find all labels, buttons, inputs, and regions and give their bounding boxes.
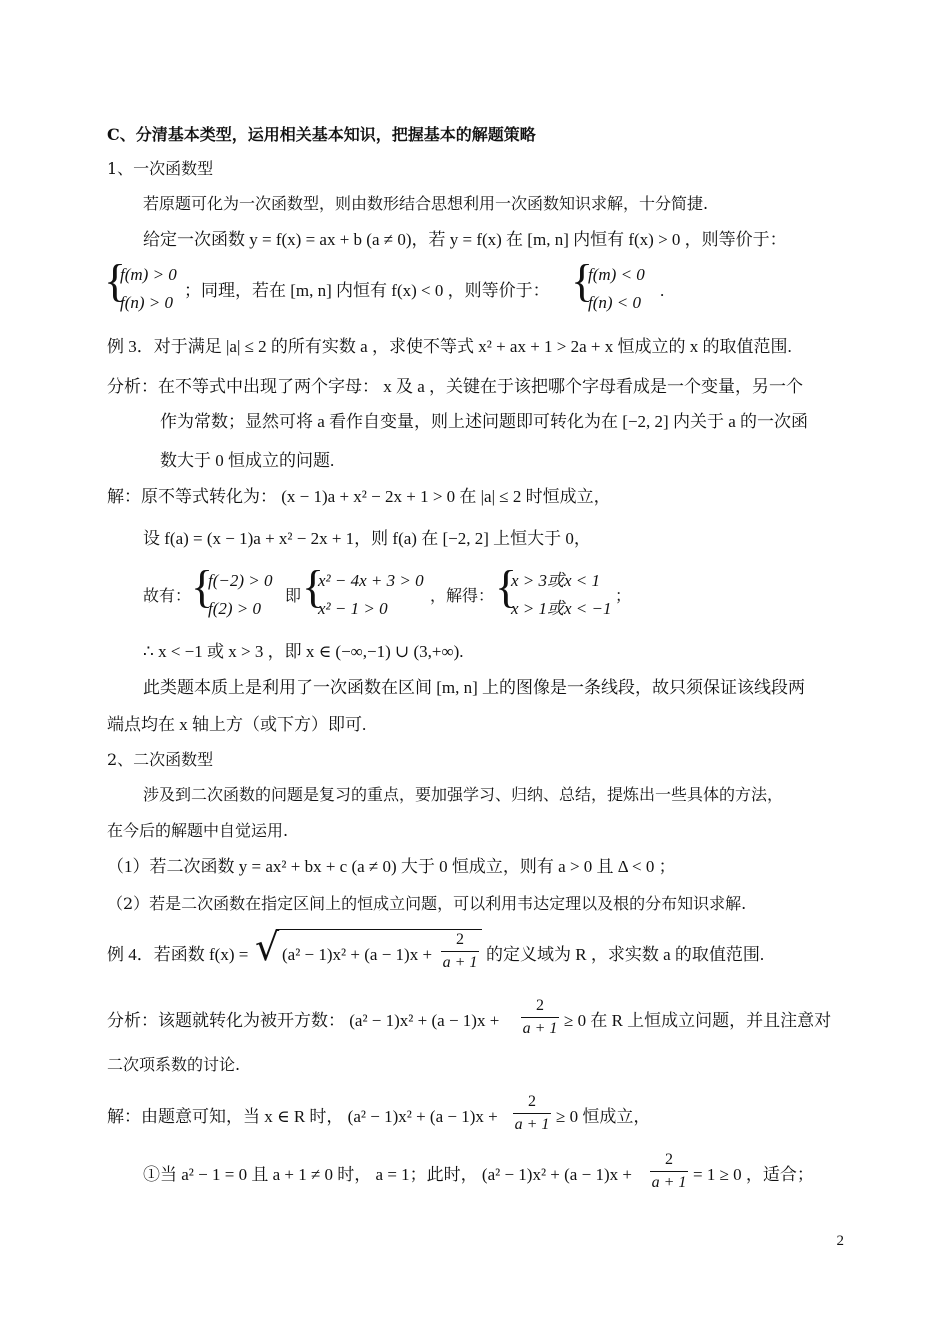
analysis: 作为常数；显然可将 a 看作自变量，则上述问题即可转化为在 [−2, 2] 内关于 a 的一次函 — [160, 412, 808, 431]
subsection-1-title: 1、一次函数型 — [107, 159, 214, 178]
fraction — [513, 1092, 551, 1135]
paragraph: 若原题可化为一次函数型，则由数形结合思想利用一次函数知识求解，十分简捷. — [143, 194, 709, 213]
left-brace: { — [571, 255, 594, 306]
fraction-bar — [513, 1113, 551, 1114]
fraction-bar — [441, 951, 479, 952]
paragraph: 给定一次函数 y = f(x) = ax + b (a ≠ 0)，若 y = f(x) 在 [m, n] 内恒有 f(x) > 0 ，则等价于： — [143, 230, 787, 249]
case: = 1 ≥ 0 ，适合； — [693, 1165, 814, 1184]
fraction-numerator: 2 — [528, 1093, 536, 1110]
paragraph: 在今后的解题中自觉运用. — [107, 821, 289, 840]
case: ①当 a² − 1 = 0 且 a + 1 ≠ 0 时， a = 1；此时， (a² − 1)x² + (a − 1)x + — [143, 1165, 632, 1184]
fraction-bar — [650, 1171, 688, 1172]
analysis: 二次项系数的讨论. — [107, 1055, 241, 1074]
paragraph: 端点均在 x 轴上方（或下方）即可. — [107, 715, 367, 734]
analysis: 数大于 0 恒成立的问题. — [160, 451, 335, 470]
paragraph: ；同理，若在 [m, n] 内恒有 f(x) < 0 ，则等价于： — [184, 281, 550, 300]
fraction-bar — [521, 1017, 559, 1018]
fraction-denominator: a + 1 — [514, 1116, 550, 1133]
list-item: （2）若是二次函数在指定区间上的恒成立问题，可以利用韦达定理以及根的分布知识求解. — [107, 894, 747, 913]
paragraph: 此类题本质上是利用了一次函数在区间 [m, n] 上的图像是一条线段，故只须保证该线段两 — [143, 678, 806, 697]
system-line: x > 3或x < 1 — [511, 571, 601, 590]
system-line: f(2) > 0 — [208, 599, 262, 618]
system-line: x² − 1 > 0 — [318, 599, 388, 618]
page-number: 2 — [836, 1233, 844, 1249]
period: . — [660, 281, 665, 300]
example-3: 例 3．对于满足 |a| ≤ 2 的所有实数 a ，求使不等式 x² + ax + 1 > 2a + x 恒成立的 x 的取值范围. — [107, 337, 792, 356]
left-brace: { — [191, 561, 214, 612]
fraction-numerator: 2 — [536, 997, 544, 1014]
system-line: f(−2) > 0 — [208, 571, 273, 590]
system-line: f(n) > 0 — [120, 293, 174, 312]
fraction-denominator: a + 1 — [651, 1174, 687, 1191]
solution: 解：由题意可知，当 x ∈ R 时， (a² − 1)x² + (a − 1)x + — [107, 1107, 498, 1126]
solution: ∴ x < −1 或 x > 3 ，即 x ∈ (−∞,−1) ∪ (3,+∞). — [143, 642, 464, 661]
fraction — [441, 930, 479, 973]
solution-label: 即 — [285, 586, 302, 605]
fraction — [650, 1150, 688, 1193]
fraction-denominator: a + 1 — [442, 954, 478, 971]
system-line: x² − 4x + 3 > 0 — [318, 571, 424, 590]
example-4: 的定义域为 R ，求实数 a 的取值范围. — [486, 945, 765, 964]
fraction-denominator: a + 1 — [522, 1020, 558, 1037]
analysis: 分析：该题就转化为被开方数： (a² − 1)x² + (a − 1)x + — [107, 1011, 500, 1030]
radicand: (a² − 1)x² + (a − 1)x + — [282, 945, 433, 964]
solution: 解：原不等式转化为： (x − 1)a + x² − 2x + 1 > 0 在 |a| ≤ 2 时恒成立， — [107, 487, 611, 506]
fraction-numerator: 2 — [665, 1151, 673, 1168]
left-brace: { — [302, 561, 325, 612]
fraction — [521, 996, 559, 1039]
analysis: ≥ 0 在 R 上恒成立问题，并且注意对 — [564, 1011, 832, 1030]
subsection-2-title: 2、二次函数型 — [107, 750, 214, 769]
system-line: f(m) > 0 — [120, 265, 177, 284]
system-line: f(m) < 0 — [588, 265, 645, 284]
left-brace: { — [104, 255, 127, 306]
list-item: （1）若二次函数 y = ax² + bx + c (a ≠ 0) 大于 0 恒成立，则有 a > 0 且 Δ < 0 ； — [107, 857, 676, 876]
system-line: x > 1或x < −1 — [511, 599, 612, 618]
solution: 设 f(a) = (x − 1)a + x² − 2x + 1，则 f(a) 在 [−2, 2] 上恒大于 0， — [143, 529, 591, 548]
analysis: 分析：在不等式中出现了两个字母： x 及 a ，关键在于该把哪个字母看成是一个变量，另一个 — [107, 377, 804, 396]
section-heading: C、分清基本类型，运用相关基本知识，把握基本的解题策略 — [107, 125, 536, 144]
sqrt-sign: √ — [255, 925, 280, 969]
paragraph: 涉及到二次函数的问题是复习的重点，要加强学习、归纳、总结，提炼出一些具体的方法， — [143, 785, 784, 804]
solution: ≥ 0 恒成立， — [556, 1107, 651, 1126]
example-4: 例 4．若函数 f(x) = — [107, 945, 249, 964]
left-brace: { — [495, 561, 518, 612]
solution-label: ，解得： — [430, 586, 495, 605]
fraction-numerator: 2 — [456, 931, 464, 948]
system-line: f(n) < 0 — [588, 293, 642, 312]
solution-label: 故有： — [143, 586, 192, 605]
solution-label: ； — [615, 586, 632, 605]
